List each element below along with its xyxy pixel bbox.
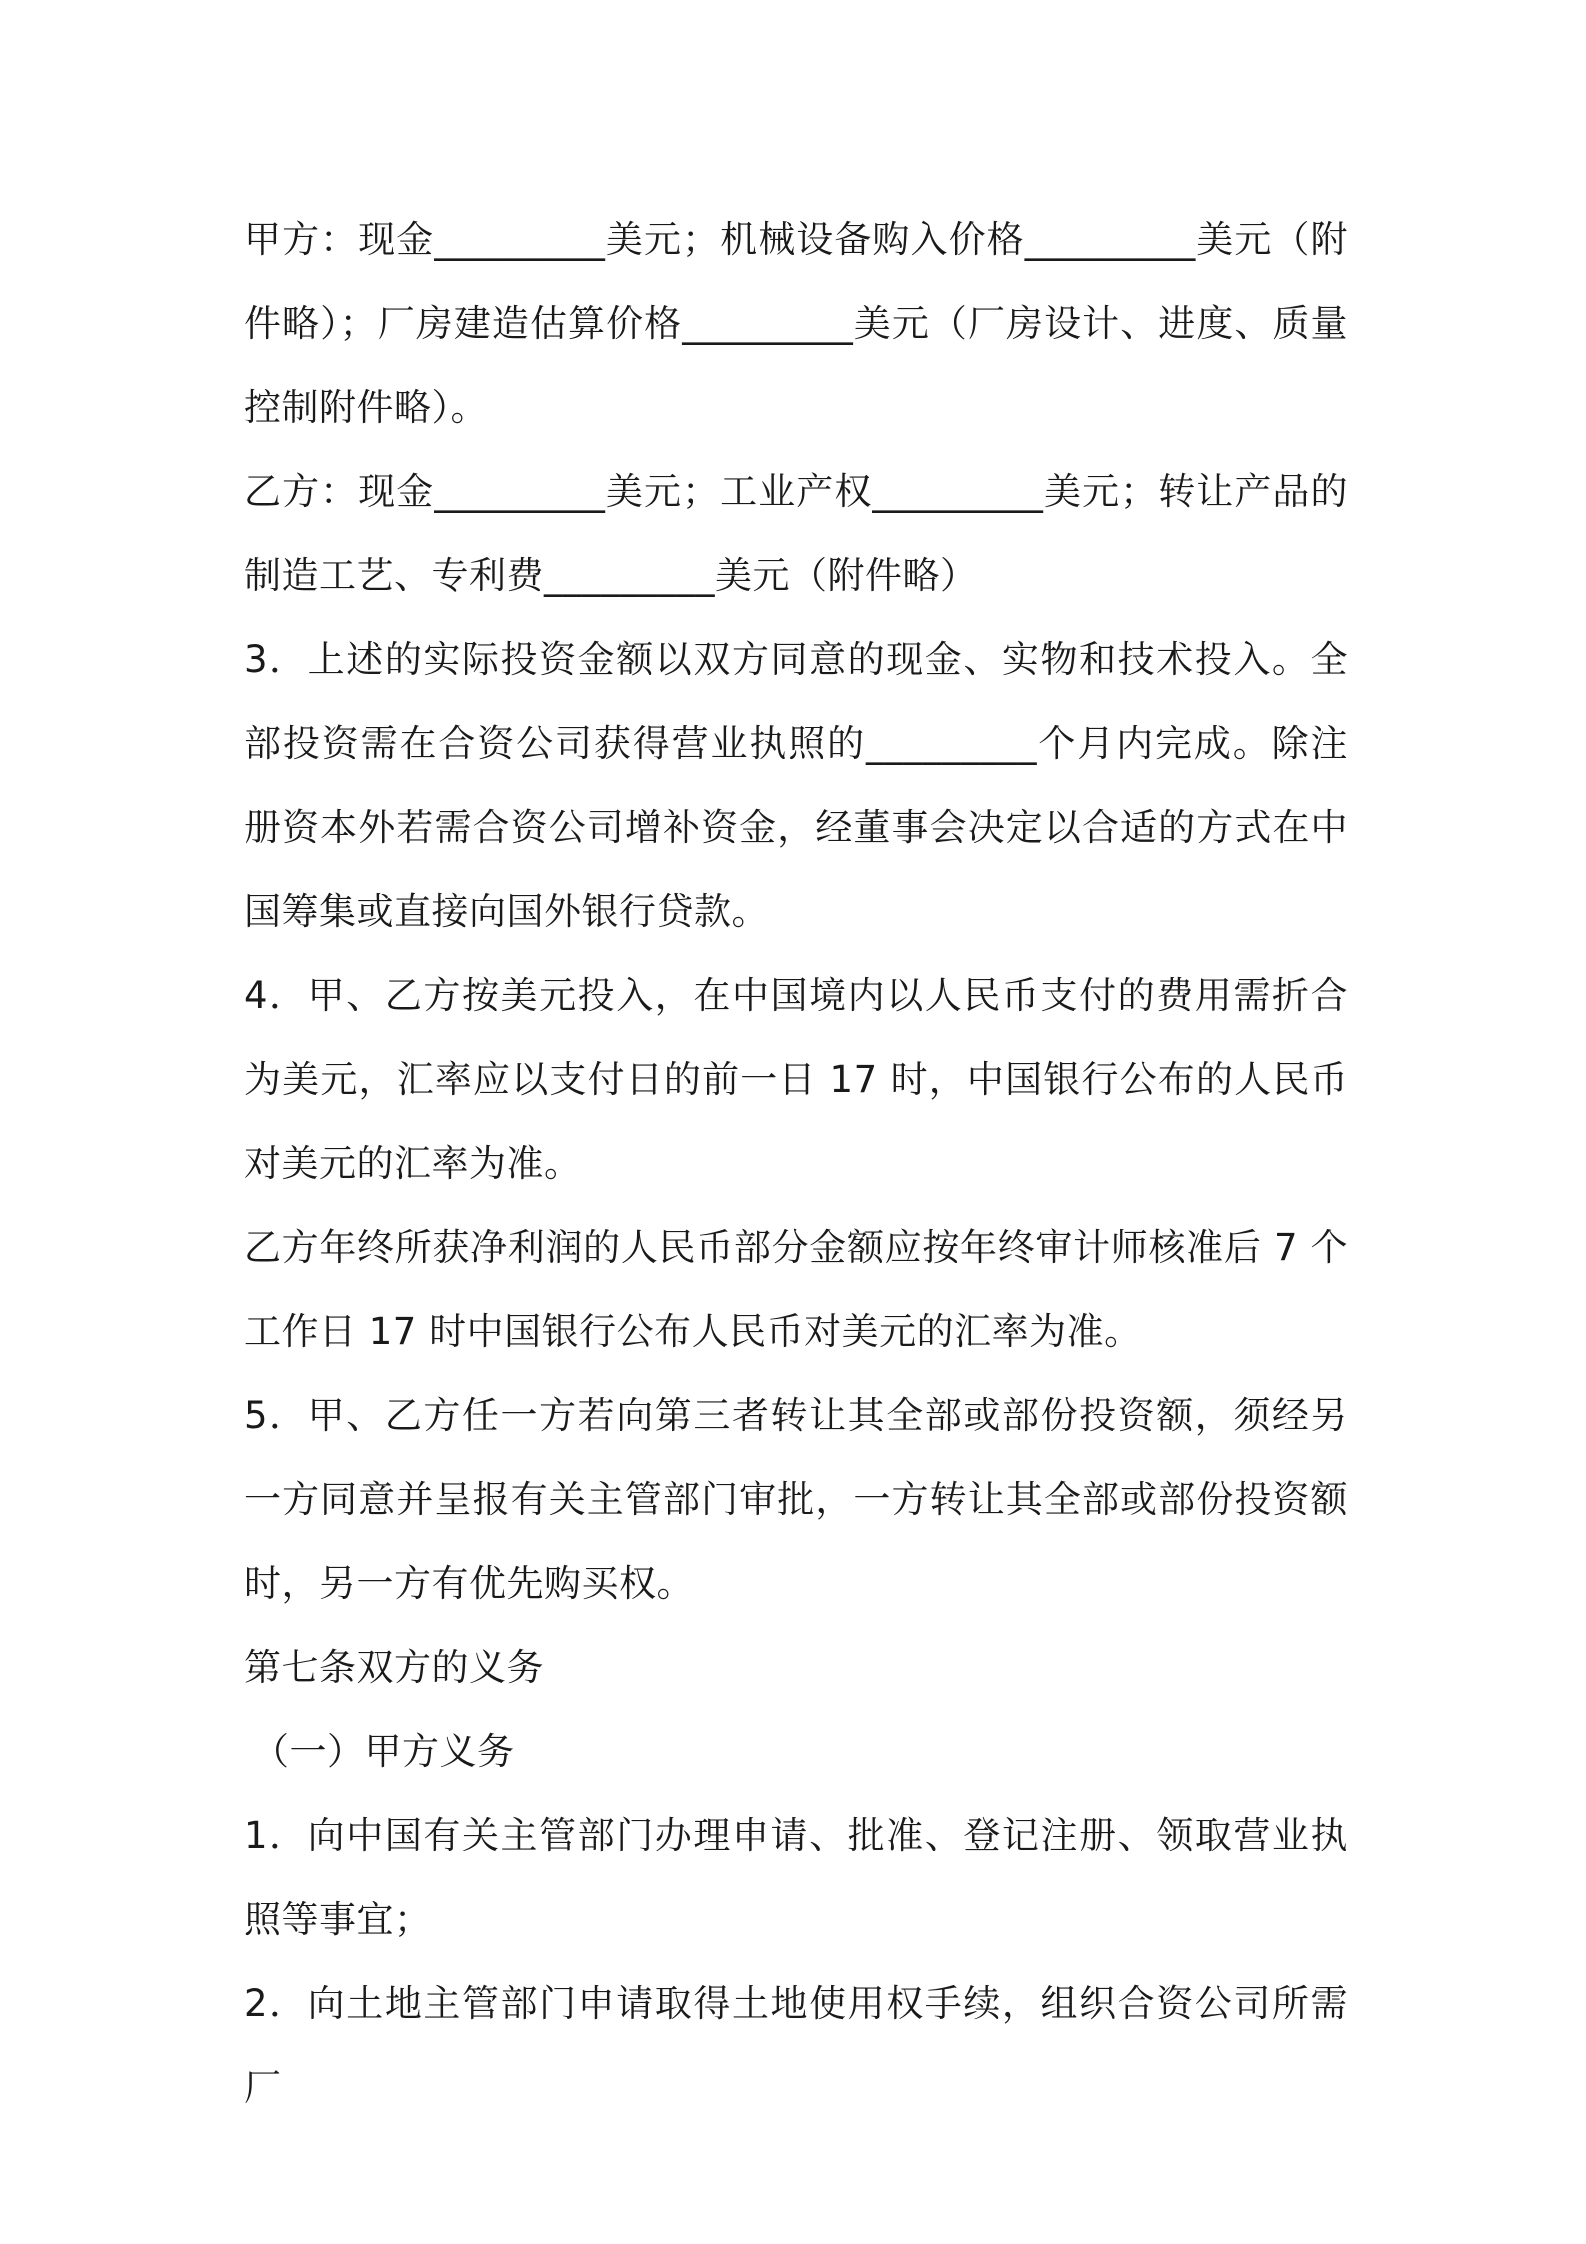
heading-article-7: 第七条双方的义务 bbox=[244, 1646, 544, 1689]
heading-party-a-obligations: （一）甲方义务 bbox=[252, 1730, 515, 1773]
paragraph-clause-3: 3．上述的实际投资金额以双方同意的现金、实物和技术投入。全部投资需在合资公司获得营业执照的_________个月内完成。除注册资本外若需合资公司增补资金，经董事会决定以合适的方式在中国筹集或直接向国外银行贷款。 bbox=[244, 638, 1348, 933]
paragraph-party-b-contribution: 乙方：现金_________美元；工业产权_________美元；转让产品的制造工艺、专利费_________美元（附件略） bbox=[244, 470, 1348, 597]
paragraph-party-a-contribution: 甲方：现金_________美元；机械设备购入价格_________美元（附件略）；厂房建造估算价格_________美元（厂房设计、进度、质量控制附件略）。 bbox=[244, 218, 1348, 429]
paragraph-clause-5: 5．甲、乙方任一方若向第三者转让其全部或部份投资额，须经另一方同意并呈报有关主管部门审批，一方转让其全部或部份投资额时，另一方有优先购买权。 bbox=[244, 1394, 1348, 1605]
paragraph-party-b-profit: 乙方年终所获净利润的人民币部分金额应按年终审计师核准后 7 个工作日 17 时中国银行公布人民币对美元的汇率为准。 bbox=[244, 1226, 1348, 1353]
paragraph-obligation-2: 2．向土地主管部门申请取得土地使用权手续，组织合资公司所需厂 bbox=[244, 1982, 1348, 2109]
document-body bbox=[244, 198, 1348, 2130]
paragraph-clause-4: 4．甲、乙方按美元投入，在中国境内以人民币支付的费用需折合为美元，汇率应以支付日的前一日 17 时，中国银行公布的人民币对美元的汇率为准。 bbox=[244, 974, 1348, 1185]
paragraph-obligation-1: 1．向中国有关主管部门办理申请、批准、登记注册、领取营业执照等事宜； bbox=[244, 1814, 1348, 1941]
